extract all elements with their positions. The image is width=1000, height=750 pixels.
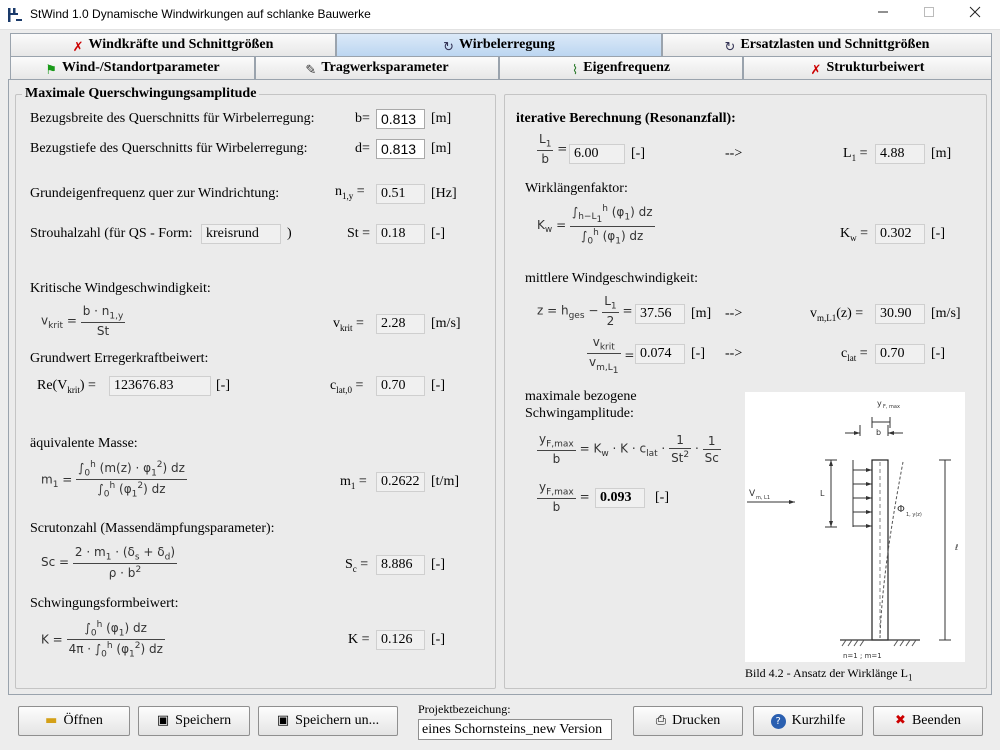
n1y-label: Grundeigenfrequenz quer zur Windrichtung: [30,186,280,201]
k-formula: K = $\frac{\int_0^h (\varphi_1) dz}{4\pi \cdot \int_0^h (\varphi_1^2) dz}$ [41,620,163,660]
svg-text:n=1 ; m=1: n=1 ; m=1 [843,652,882,660]
ratio-formula: $\frac{v_{krit}}{v_{m,L_1}}$ = [589,335,635,376]
m1-formula: $m_1$ = $\frac{\int_0^h (m(z) \cdot \varphi_1^2) dz}{\int_0^h (\varphi_1^2) dz}$ [41,460,185,500]
clat-value: 0.70 [875,344,925,364]
folder-icon: ▬ [45,713,58,728]
project-name-input[interactable] [418,719,612,740]
tab-tragwerk[interactable]: ✎ Tragwerksparameter [255,56,499,79]
tab-content [8,79,992,695]
k-symbol: K = [348,632,370,647]
vkrit-label: Kritische Windgeschwindigkeit: [30,281,211,296]
ratio-unit: [-] [691,346,705,361]
z-unit: [m] [691,306,712,321]
flag-icon: ⚑ [45,63,58,78]
sc-value: 8.886 [376,555,425,575]
vm-label: mittlere Windgeschwindigkeit: [525,271,698,286]
exit-button[interactable]: ✖ Beenden [873,706,983,736]
amp-result-formula: $\frac{y_{F,max}}{b}$ = [539,480,590,515]
d-label: Bezugstiefe des Querschnitts für Wirbelerregung: [30,141,308,156]
svg-text:ℓ: ℓ [955,543,959,552]
k-label: Schwingungsformbeiwert: [30,596,179,611]
tab-strukturbeiwert[interactable]: ✗ Strukturbeiwert [743,56,992,79]
re-unit: [-] [216,378,230,393]
svg-text:L: L [820,489,825,498]
d-input[interactable] [376,139,425,159]
maximize-icon [923,6,935,18]
z-formula: $z = h_{ges}$ − $\frac{L_1}{2}$ = [537,294,633,329]
svg-text:m, L1: m, L1 [756,495,771,501]
amp-value: 0.093 [595,488,645,508]
m1-label: äquivalente Masse: [30,436,138,451]
kw-label: Wirklängenfaktor: [525,181,628,196]
d-unit: [m] [431,141,452,156]
k-unit: [-] [431,632,445,647]
tab-eigenfrequenz[interactable]: ⌇ Eigenfrequenz [499,56,743,79]
save-button[interactable]: ▣ Speichern [138,706,250,736]
tab-windkraefte[interactable]: ✗ Windkräfte und Schnittgrößen [10,33,336,56]
strouhal-paren: ) [287,226,292,241]
amp-label-1: maximale bezogene [525,389,637,404]
maximize-button[interactable] [906,0,952,30]
vkrit-symbol: $v_{krit}$ = [333,316,364,333]
close-button[interactable] [952,0,998,30]
l1b-value: 6.00 [569,144,625,164]
qs-form-value: kreisrund [201,224,281,244]
b-label: Bezugsbreite des Querschnitts für Wirbelerregung: [30,111,315,126]
clat0-symbol: $c_{lat,0}$ = [330,378,364,395]
window-title: StWind 1.0 Dynamische Windwirkungen auf schlanke Bauwerke [30,7,371,21]
vm-symbol: $v_{m,L1}(z)$ = [810,306,864,323]
k-value: 0.126 [376,630,425,650]
svg-text:b: b [876,428,882,437]
kw-unit: [-] [931,226,945,241]
save-as-button[interactable]: ▣ Speichern un... [258,706,398,736]
force-icon: ✗ [810,63,822,78]
tab-ersatzlasten[interactable]: ↻ Ersatzlasten und Schnittgrößen [662,33,992,56]
l1-arrow: --> [725,146,743,161]
l1-unit: [m] [931,146,952,161]
vkrit-formula: $v_{krit}$ = $\frac{b \cdot n_{1,y}}{St}$ [41,304,124,339]
clat0-unit: [-] [431,378,445,393]
l1-symbol: $L_1$ = [843,146,868,163]
st-value: 0.18 [376,224,425,244]
l1b-unit: [-] [631,146,645,161]
m1-symbol: $m_1$ = [340,474,367,491]
sc-label: Scrutonzahl (Massendämpfungsparameter): [30,521,275,536]
app-logo-icon [7,7,23,23]
vm-arrow: --> [725,306,743,321]
help-icon: ? [771,714,786,729]
sc-unit: [-] [431,557,445,572]
sc-symbol: $S_c$ = [345,557,369,574]
project-label: Projektbezeichung: [418,702,511,716]
n1y-symbol: $n_{1,y}$ = [335,184,365,201]
clat-arrow: --> [725,346,743,361]
print-button[interactable]: ⎙ Drucken [633,706,743,736]
vkrit-unit: [m/s] [431,316,461,331]
exit-icon: ✖ [895,713,906,728]
re-value: 123676.83 [109,376,211,396]
vortex-icon: ↻ [724,40,736,55]
chimney-figure [745,392,965,662]
save-icon: ▣ [156,713,170,728]
minimize-button[interactable] [860,0,906,30]
n1y-unit: [Hz] [431,186,457,201]
d-symbol: d= [355,141,370,156]
b-unit: [m] [431,111,452,126]
svg-text:F, max: F, max [883,404,900,410]
kw-value: 0.302 [875,224,925,244]
svg-text:y: y [877,399,882,408]
clat-symbol: $c_{lat}$ = [841,346,868,363]
right-panel-title: iterative Berechnung (Resonanzfall): [516,111,736,126]
open-button[interactable]: ▬ Öffnen [18,706,130,736]
amp-label-2: Schwingamplitude: [525,406,634,421]
tab-wirbelerregung[interactable]: ↻ Wirbelerregung [336,33,662,56]
chimney-diagram [745,392,965,662]
vm-unit: [m/s] [931,306,961,321]
clat-unit: [-] [931,346,945,361]
st-symbol: St = [347,226,371,241]
l1-value: 4.88 [875,144,925,164]
st-unit: [-] [431,226,445,241]
kw-formula: $K_w$ = $\frac{\int_{h-L_1}^h (\varphi_1) dz}{\int_0^h (\varphi_1) dz}$ [537,204,653,247]
frequency-icon: ⌇ [571,63,579,78]
amp-unit: [-] [655,490,669,505]
strouhal-label: Strouhalzahl (für QS - Form: [30,226,193,241]
n1y-value: 0.51 [376,184,425,204]
tab-wind-standort[interactable]: ⚑ Wind-/Standortparameter [10,56,255,79]
kw-symbol: $K_w$ = [840,226,869,243]
close-icon [969,6,981,18]
clat0-label: Grundwert Erregerkraftbeiwert: [30,351,209,366]
svg-text:Φ: Φ [897,504,905,515]
edit-icon: ✎ [305,63,317,78]
vkrit-value: 2.28 [376,314,425,334]
help-button[interactable]: ? Kurzhilfe [753,706,863,736]
figure-caption: Bild 4.2 - Ansatz der Wirklänge $L_1$ [745,666,913,683]
force-icon: ✗ [72,40,84,55]
m1-value: 0.2622 [376,472,425,492]
z-value: 37.56 [635,304,685,324]
ratio-value: 0.074 [635,344,685,364]
m1-unit: [t/m] [431,474,459,489]
title-bar [0,0,1000,30]
printer-icon: ⎙ [655,713,667,728]
re-symbol: $Re(V_{krit})$ = [37,378,96,395]
svg-text:V: V [749,489,756,499]
b-symbol: b= [355,111,370,126]
amp-formula: $\frac{y_{F,max}}{b}$ = $K_w \cdot K \cdot c_{lat}$ · $\frac{1}{St^2}$ · $\frac{1}{Sc}$ [539,432,719,467]
sc-formula: Sc = $\frac{2 \cdot m_1 \cdot (\delta_s + \delta_d)}{\rho \cdot b^2}$ [41,545,176,581]
b-input[interactable] [376,109,425,129]
vortex-icon: ↻ [443,40,454,55]
minimize-icon [877,6,889,18]
clat0-value: 0.70 [376,376,425,396]
vm-value: 30.90 [875,304,925,324]
left-panel-title: Maximale Querschwingungsamplitude [22,86,259,102]
save-icon: ▣ [276,713,290,728]
svg-text:1, y(z): 1, y(z) [906,512,922,518]
l1b-formula: $\frac{L_1}{b}$ = [539,132,568,167]
